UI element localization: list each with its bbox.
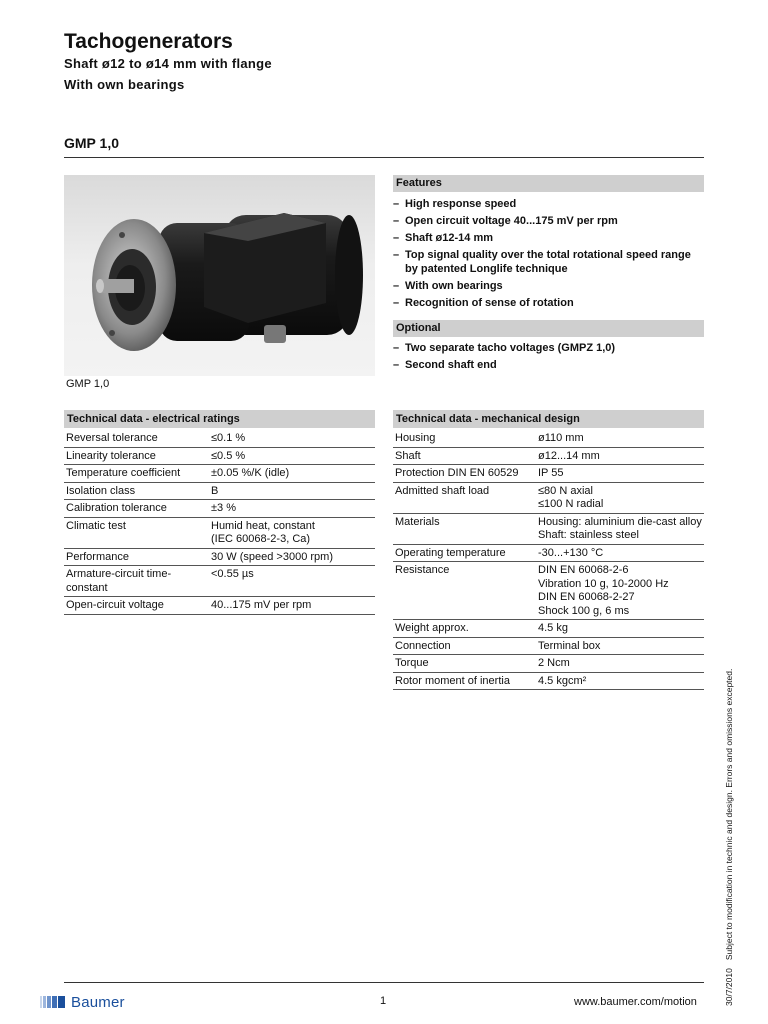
row-value: 30 W (speed >3000 rpm) bbox=[209, 548, 375, 566]
row-label: Temperature coefficient bbox=[64, 465, 209, 483]
table-row bbox=[64, 447, 375, 465]
row-value: ±0.05 %/K (idle) bbox=[209, 465, 375, 483]
row-label: Linearity tolerance bbox=[64, 447, 209, 465]
row-label: Weight approx. bbox=[393, 620, 536, 638]
table-row bbox=[393, 655, 704, 673]
model-heading: GMP 1,0 bbox=[64, 135, 119, 151]
features-heading: Features bbox=[393, 175, 704, 192]
row-label: Connection bbox=[393, 637, 536, 655]
row-value: Humid heat, constant (IEC 60068-2-3, Ca) bbox=[209, 517, 375, 548]
feature-item: – Top signal quality over the total rotational speed range by patented Longlife technique bbox=[393, 249, 704, 276]
feature-item: – Recognition of sense of rotation bbox=[393, 297, 704, 311]
table-row bbox=[393, 562, 704, 620]
tachogenerator-illustration bbox=[64, 175, 375, 376]
row-label: Admitted shaft load bbox=[393, 482, 536, 513]
row-label: Rotor moment of inertia bbox=[393, 672, 536, 690]
optional-item: – Second shaft end bbox=[393, 359, 704, 373]
table-row bbox=[64, 430, 375, 447]
row-label: Resistance bbox=[393, 562, 536, 620]
row-label: Calibration tolerance bbox=[64, 500, 209, 518]
table-row bbox=[393, 620, 704, 638]
row-value: ≤80 N axial ≤100 N radial bbox=[536, 482, 704, 513]
row-value: 4.5 kgcm² bbox=[536, 672, 704, 690]
row-label: Torque bbox=[393, 655, 536, 673]
feature-item: – Shaft ø12-14 mm bbox=[393, 232, 704, 246]
row-value: 4.5 kg bbox=[536, 620, 704, 638]
row-value: ±3 % bbox=[209, 500, 375, 518]
electrical-ratings-table bbox=[64, 430, 375, 615]
row-value: Housing: aluminium die-cast alloy Shaft: stainless steel bbox=[536, 513, 704, 544]
logo-bars-icon bbox=[40, 996, 65, 1008]
product-photo bbox=[64, 175, 375, 376]
model-divider bbox=[64, 157, 704, 158]
optional-list bbox=[393, 342, 704, 376]
side-date: 30/7/2010 bbox=[724, 968, 734, 1006]
website-link[interactable]: www.baumer.com/motion bbox=[574, 996, 697, 1008]
optional-item: – Two separate tacho voltages (GMPZ 1,0) bbox=[393, 342, 704, 356]
table-row bbox=[393, 544, 704, 562]
row-value: -30...+130 °C bbox=[536, 544, 704, 562]
row-label: Housing bbox=[393, 430, 536, 447]
row-value: Terminal box bbox=[536, 637, 704, 655]
table-row bbox=[393, 430, 704, 447]
page-title: Tachogenerators bbox=[64, 30, 233, 53]
electrical-table-heading: Technical data - electrical ratings bbox=[64, 410, 375, 428]
row-label: Materials bbox=[393, 513, 536, 544]
table-row bbox=[64, 597, 375, 615]
row-value: ø12...14 mm bbox=[536, 447, 704, 465]
table-row bbox=[64, 500, 375, 518]
subtitle-shaft: Shaft ø12 to ø14 mm with flange bbox=[64, 56, 272, 71]
table-row bbox=[64, 517, 375, 548]
row-value: <0.55 µs bbox=[209, 566, 375, 597]
row-label: Protection DIN EN 60529 bbox=[393, 465, 536, 483]
feature-item: – High response speed bbox=[393, 198, 704, 212]
table-row bbox=[393, 482, 704, 513]
page-number: 1 bbox=[380, 995, 387, 1007]
features-list bbox=[393, 198, 704, 314]
row-label: Reversal tolerance bbox=[64, 430, 209, 447]
row-label: Isolation class bbox=[64, 482, 209, 500]
table-row bbox=[393, 672, 704, 690]
row-label: Climatic test bbox=[64, 517, 209, 548]
mechanical-table-heading: Technical data - mechanical design bbox=[393, 410, 704, 428]
row-label: Armature-circuit time-constant bbox=[64, 566, 209, 597]
table-row bbox=[393, 447, 704, 465]
table-row bbox=[393, 637, 704, 655]
table-row bbox=[393, 465, 704, 483]
table-row bbox=[393, 513, 704, 544]
mechanical-design-table bbox=[393, 430, 704, 690]
row-value: IP 55 bbox=[536, 465, 704, 483]
optional-heading: Optional bbox=[393, 320, 704, 337]
photo-caption: GMP 1,0 bbox=[66, 378, 110, 390]
row-value: B bbox=[209, 482, 375, 500]
row-label: Open-circuit voltage bbox=[64, 597, 209, 615]
feature-item: – Open circuit voltage 40...175 mV per rpm bbox=[393, 215, 704, 229]
subtitle-bearings: With own bearings bbox=[64, 77, 185, 92]
feature-item: – With own bearings bbox=[393, 280, 704, 294]
baumer-logo bbox=[40, 994, 125, 1010]
row-value: DIN EN 60068-2-6 Vibration 10 g, 10-2000 Hz DIN EN 60068-2-27 Shock 100 g, 6 ms bbox=[536, 562, 704, 620]
table-row bbox=[64, 548, 375, 566]
table-row bbox=[64, 566, 375, 597]
row-label: Operating temperature bbox=[393, 544, 536, 562]
row-label: Shaft bbox=[393, 447, 536, 465]
row-value: 2 Ncm bbox=[536, 655, 704, 673]
footer-divider bbox=[64, 982, 704, 983]
table-row bbox=[64, 465, 375, 483]
side-disclaimer bbox=[724, 661, 734, 1006]
table-row bbox=[64, 482, 375, 500]
row-value: 40...175 mV per rpm bbox=[209, 597, 375, 615]
brand-name: Baumer bbox=[71, 993, 125, 1011]
row-label: Performance bbox=[64, 548, 209, 566]
side-disclaimer-text: Subject to modification in technic and design. Errors and omissions excepted. bbox=[724, 668, 734, 961]
row-value: ≤0.5 % bbox=[209, 447, 375, 465]
row-value: ≤0.1 % bbox=[209, 430, 375, 447]
row-value: ø110 mm bbox=[536, 430, 704, 447]
